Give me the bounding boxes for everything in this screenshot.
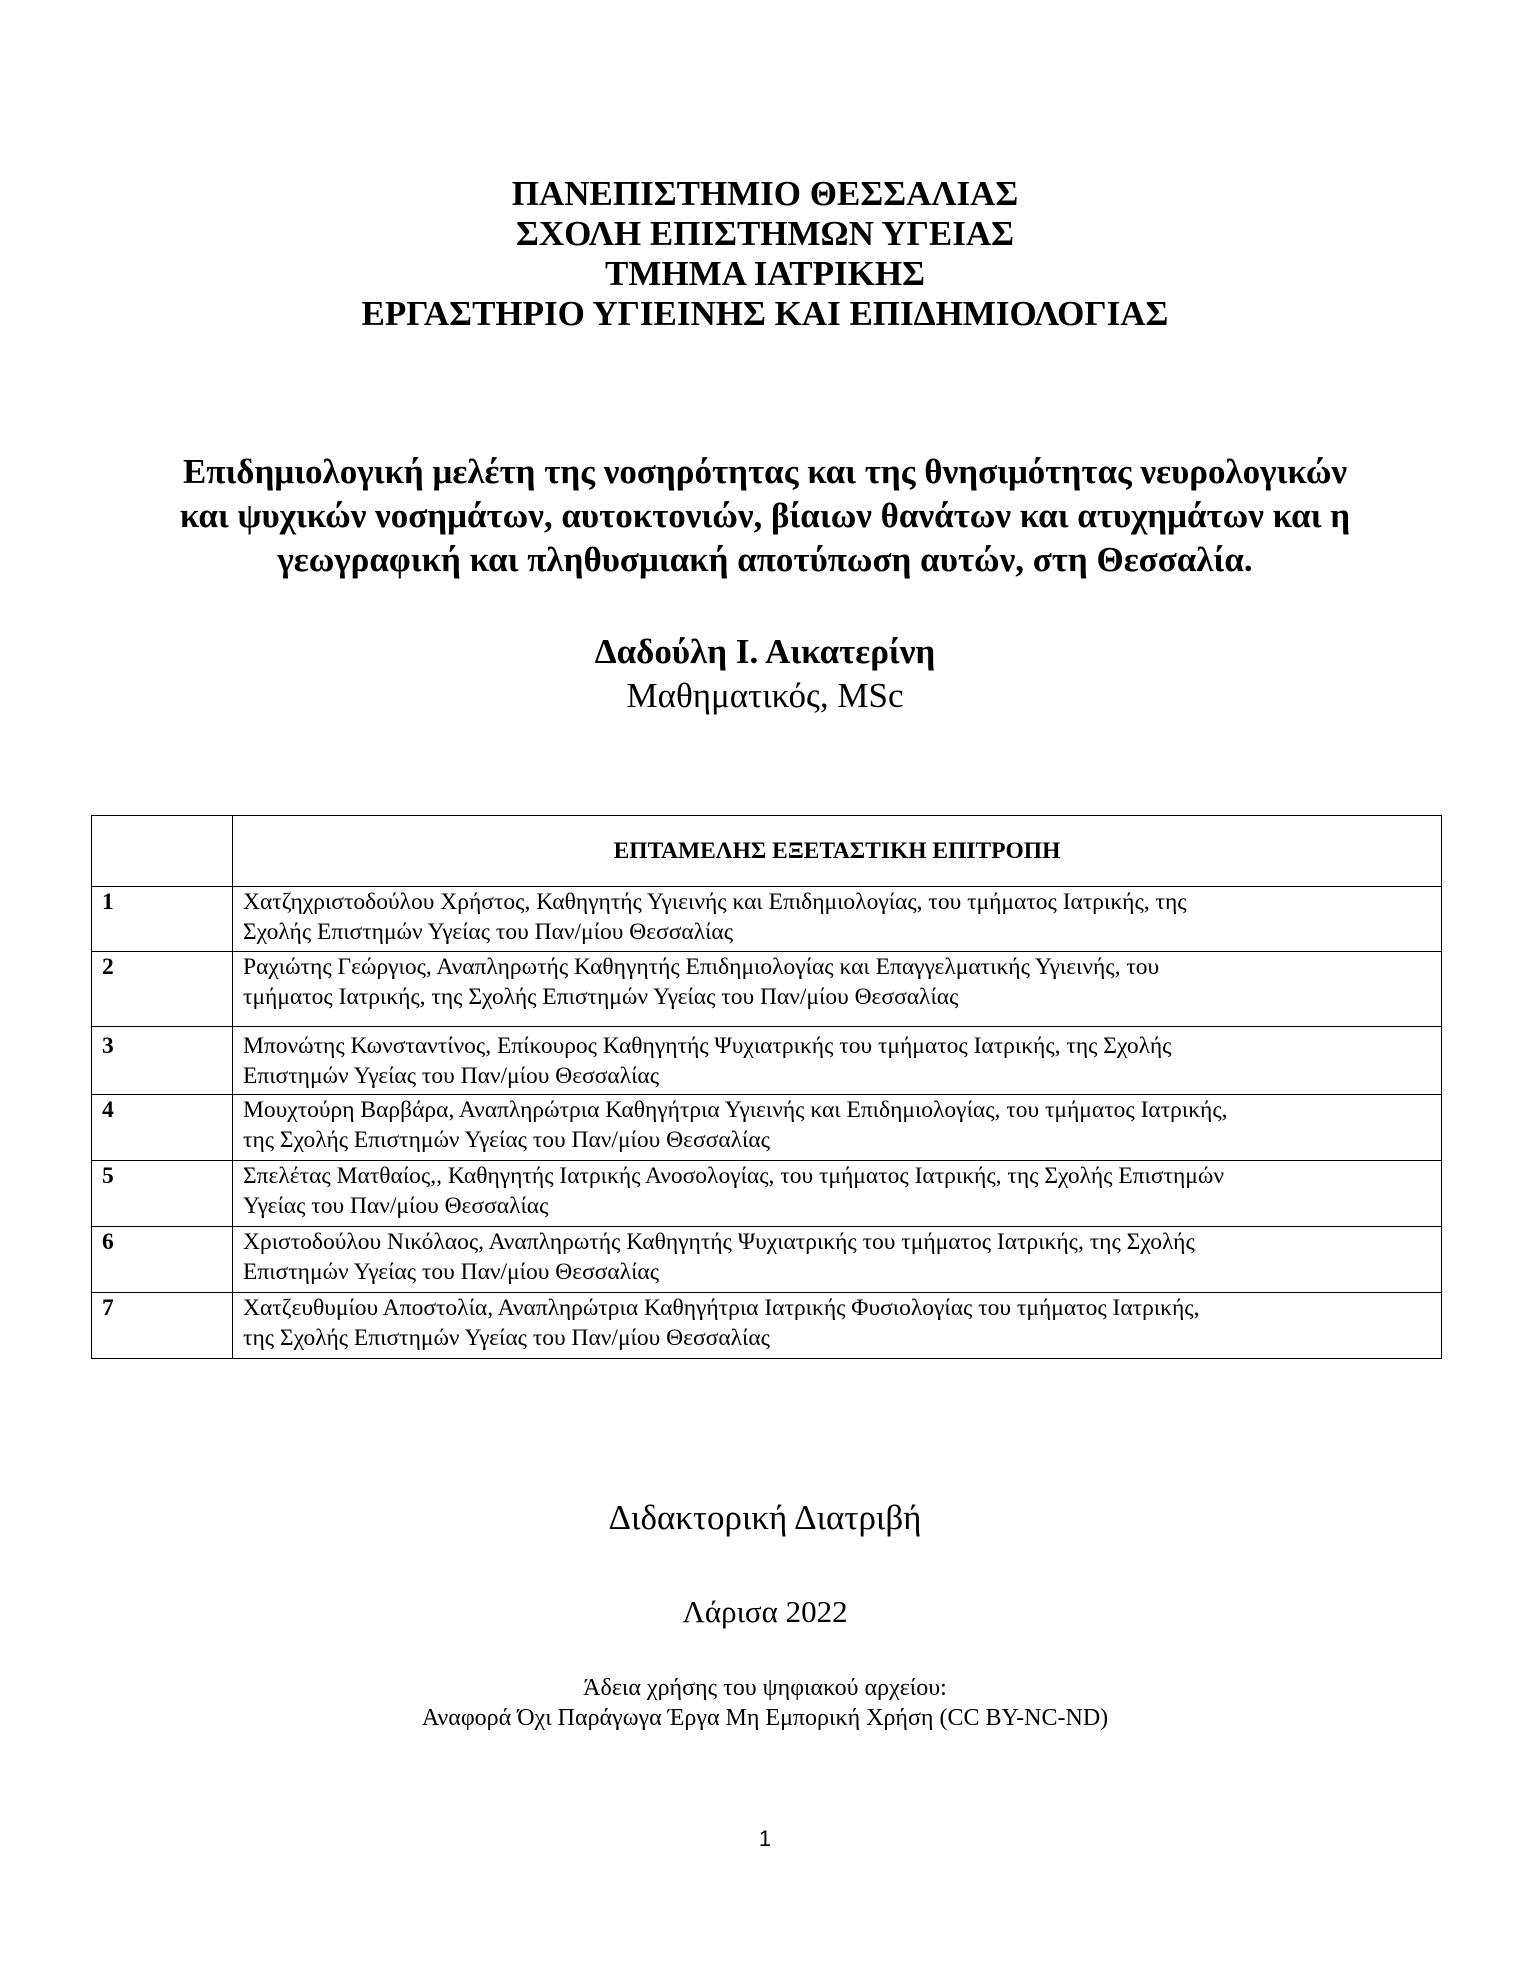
table-row bbox=[92, 952, 1442, 1027]
institution-header bbox=[0, 174, 1530, 334]
member-description bbox=[233, 952, 1442, 1027]
table-row bbox=[92, 1027, 1442, 1095]
member-line: Επιστημών Υγείας του Παν/μίου Θεσσαλίας bbox=[243, 1259, 660, 1285]
member-line: Επιστημών Υγείας του Παν/μίου Θεσσαλίας bbox=[243, 1063, 660, 1089]
table-cell-empty bbox=[92, 816, 233, 887]
author-name: Δαδούλη Ι. Αικατερίνη bbox=[594, 632, 936, 671]
member-description bbox=[233, 887, 1442, 952]
page-number: 1 bbox=[758, 1826, 772, 1851]
committee-heading: ΕΠΤΑΜΕΛΗΣ ΕΞΕΤΑΣΤΙΚΗ ΕΠΙΤΡΟΠΗ bbox=[233, 816, 1442, 887]
author-degree: Μαθηματικός, MSc bbox=[626, 676, 904, 715]
member-description bbox=[233, 1293, 1442, 1359]
member-number: 1 bbox=[92, 887, 233, 952]
member-number: 5 bbox=[92, 1161, 233, 1227]
laboratory-name: ΕΡΓΑΣΤΗΡΙΟ ΥΓΙΕΙΝΗΣ ΚΑΙ ΕΠΙΔΗΜΙΟΛΟΓΙΑΣ bbox=[361, 294, 1169, 333]
department-name: ΤΜΗΜΑ ΙΑΤΡΙΚΗΣ bbox=[605, 254, 925, 293]
school-name: ΣΧΟΛΗ ΕΠΙΣΤΗΜΩΝ ΥΓΕΙΑΣ bbox=[516, 214, 1014, 253]
member-line: της Σχολής Επιστημών Υγείας του Παν/μίου Θεσσαλίας bbox=[243, 1325, 770, 1351]
member-number: 2 bbox=[92, 952, 233, 1027]
member-number: 6 bbox=[92, 1227, 233, 1293]
table-row bbox=[92, 887, 1442, 952]
thesis-title-line: γεωγραφική και πληθυσμιακή αποτύπωση αυτών, στη Θεσσαλία. bbox=[277, 540, 1253, 579]
member-line: Υγείας του Παν/μίου Θεσσαλίας bbox=[243, 1193, 549, 1219]
member-line: Σχολής Επιστημών Υγείας του Παν/μίου Θεσσαλίας bbox=[243, 919, 734, 945]
thesis-title-line: Επιδημιολογική μελέτη της νοσηρότητας και της θνησιμότητας νευρολογικών bbox=[182, 452, 1348, 491]
committee-header-row bbox=[92, 816, 1442, 887]
university-name: ΠΑΝΕΠΙΣΤΗΜΙΟ ΘΕΣΣΑΛΙΑΣ bbox=[511, 174, 1019, 213]
member-line: Ραχιώτης Γεώργιος, Αναπληρωτής Καθηγητής Επιδημιολογίας και Επαγγελματικής Υγιεινής, του bbox=[243, 954, 1160, 980]
thesis-title bbox=[0, 450, 1530, 582]
member-line: Σπελέτας Ματθαίος,, Καθηγητής Ιατρικής Ανοσολογίας, του τμήματος Ιατρικής, της Σχολής Επιστημών bbox=[243, 1163, 1224, 1189]
member-number: 3 bbox=[92, 1027, 233, 1095]
license-notice bbox=[0, 1673, 1530, 1733]
member-line: Μουχτούρη Βαρβάρα, Αναπληρώτρια Καθηγήτρια Υγιεινής και Επιδημιολογίας, του τμήματος Ιατρικής, bbox=[243, 1097, 1228, 1123]
member-line: της Σχολής Επιστημών Υγείας του Παν/μίου Θεσσαλίας bbox=[243, 1127, 770, 1153]
member-description bbox=[233, 1027, 1442, 1095]
table-row bbox=[92, 1161, 1442, 1227]
table-row bbox=[92, 1095, 1442, 1161]
member-line: Χατζηχριστοδούλου Χρήστος, Καθηγητής Υγιεινής και Επιδημιολογίας, του τμήματος Ιατρικής, της bbox=[243, 889, 1187, 915]
thesis-type: Διδακτορική Διατριβή bbox=[608, 1498, 922, 1537]
member-description bbox=[233, 1095, 1442, 1161]
member-line: Μπονώτης Κωνσταντίνος, Επίκουρος Καθηγητής Ψυχιατρικής του τμήματος Ιατρικής, της Σχολής bbox=[243, 1033, 1172, 1059]
member-description bbox=[233, 1227, 1442, 1293]
member-line: τμήματος Ιατρικής, της Σχολής Επιστημών Υγείας του Παν/μίου Θεσσαλίας bbox=[243, 984, 959, 1010]
table-row bbox=[92, 1293, 1442, 1359]
table-row bbox=[92, 1227, 1442, 1293]
member-line: Χριστοδούλου Νικόλαος, Αναπληρωτής Καθηγητής Ψυχιατρικής του τμήματος Ιατρικής, της Σχολής bbox=[243, 1229, 1195, 1255]
license-line: Άδεια χρήσης του ψηφιακού αρχείου: bbox=[583, 1675, 947, 1701]
member-number: 7 bbox=[92, 1293, 233, 1359]
member-number: 4 bbox=[92, 1095, 233, 1161]
license-line: Αναφορά Όχι Παράγωγα Έργα Μη Εμπορική Χρήση (CC BY-NC-ND) bbox=[421, 1705, 1109, 1731]
thesis-title-line: και ψυχικών νοσημάτων, αυτοκτονιών, βίαιων θανάτων και ατυχημάτων και η bbox=[179, 496, 1351, 535]
member-line: Χατζευθυμίου Αποστολία, Αναπληρώτρια Καθηγήτρια Ιατρικής Φυσιολογίας του τμήματος Ιατρικής, bbox=[243, 1295, 1200, 1321]
committee-table bbox=[91, 815, 1442, 1359]
place-year: Λάρισα 2022 bbox=[682, 1594, 848, 1629]
member-description bbox=[233, 1161, 1442, 1227]
